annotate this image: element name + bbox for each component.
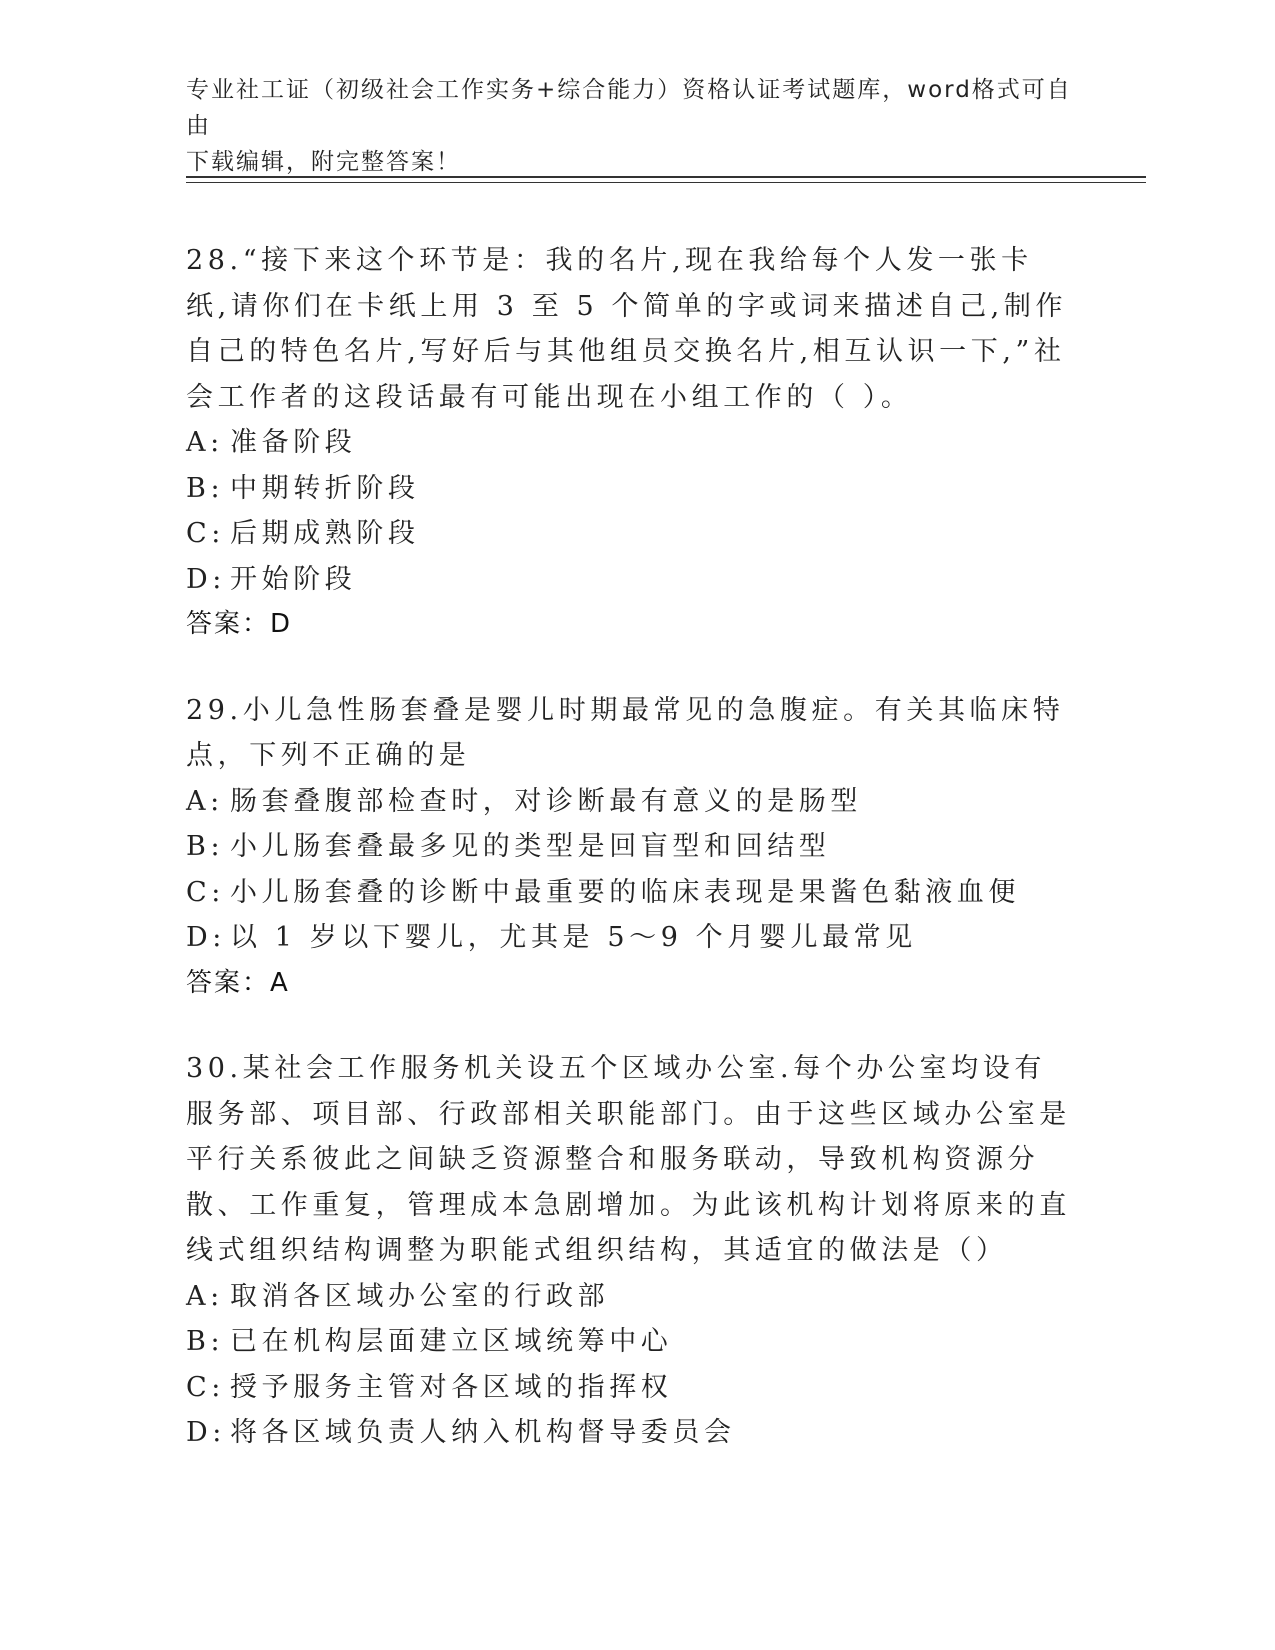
option-d xyxy=(186,1410,1076,1456)
option-key: A: xyxy=(186,1280,224,1312)
option-a xyxy=(186,779,1076,825)
question-stem: 28.“接下来这个环节是：我的名片,现在我给每个人发一张卡纸,请你们在卡纸上用 3 至 5 个简单的字或词来描述自己,制作自己的特色名片,写好后与其他组员交换名片,相互认识一下,”社会工作者的这段话最有可能出现在小组工作的（ ）。 xyxy=(186,245,1068,413)
page-header xyxy=(186,72,1086,180)
question-list xyxy=(186,238,1076,1496)
option-text: 小儿肠套叠最多见的类型是回盲型和回结型 xyxy=(230,831,831,862)
option-text: 已在机构层面建立区域统筹中心 xyxy=(230,1326,673,1357)
question-stem: 29.小儿急性肠套叠是婴儿时期最常见的急腹症。有关其临床特点，下列不正确的是 xyxy=(186,694,1065,771)
question-stem: 30.某社会工作服务机关设五个区域办公室.每个办公室均设有服务部、项目部、行政部相关职能部门。由于这些区域办公室是平行关系彼此之间缺乏资源整合和服务联动，导致机构资源分散、工作重复，管理成本急剧增加。为此该机构计划将原来的直线式组织结构调整为职能式组织结构，其适宜的做法是（） xyxy=(186,1053,1071,1266)
option-text: 以 1 岁以下婴儿，尤其是 5～9 个月婴儿最常见 xyxy=(230,922,917,953)
option-text: 中期转折阶段 xyxy=(230,472,420,504)
question-28 xyxy=(186,238,1076,648)
option-a xyxy=(186,1274,1076,1320)
header-line-1: 专业社工证（初级社会工作实务+综合能力）资格认证考试题库，word格式可自由 xyxy=(186,77,1072,139)
option-c xyxy=(186,1365,1076,1411)
option-text: 后期成熟阶段 xyxy=(230,518,420,549)
option-key: B: xyxy=(186,472,225,504)
option-key: C: xyxy=(186,1371,225,1403)
option-c xyxy=(186,870,1076,916)
option-key: C: xyxy=(186,518,225,549)
option-d xyxy=(186,915,1076,961)
header-divider-thick xyxy=(186,176,1146,178)
answer-line: 答案：D xyxy=(186,609,293,639)
answer-line: 答案：A xyxy=(186,967,290,998)
header-line-2: 下载编辑，附完整答案！ xyxy=(186,149,461,175)
option-b xyxy=(186,1319,1076,1365)
option-text: 肠套叠腹部检查时，对诊断最有意义的是肠型 xyxy=(230,785,862,817)
option-text: 取消各区域办公室的行政部 xyxy=(230,1280,610,1312)
option-text: 开始阶段 xyxy=(230,563,357,595)
option-key: D: xyxy=(186,922,226,953)
option-key: B: xyxy=(186,831,225,862)
header-divider-thin xyxy=(186,182,1146,183)
option-key: A: xyxy=(186,427,224,458)
option-text: 小儿肠套叠的诊断中最重要的临床表现是果酱色黏液血便 xyxy=(230,876,1020,908)
option-key: D: xyxy=(186,563,226,595)
option-text: 授予服务主管对各区域的指挥权 xyxy=(230,1371,673,1403)
option-key: D: xyxy=(186,1417,226,1448)
question-29 xyxy=(186,688,1076,1007)
option-key: C: xyxy=(186,876,225,908)
option-b xyxy=(186,466,1076,512)
option-c xyxy=(186,511,1076,557)
question-30 xyxy=(186,1046,1076,1456)
option-key: A: xyxy=(186,785,224,817)
option-a xyxy=(186,420,1076,466)
option-d xyxy=(186,557,1076,603)
option-key: B: xyxy=(186,1326,225,1357)
option-text: 将各区域负责人纳入机构督导委员会 xyxy=(230,1417,736,1448)
option-text: 准备阶段 xyxy=(230,427,357,458)
option-b xyxy=(186,824,1076,870)
